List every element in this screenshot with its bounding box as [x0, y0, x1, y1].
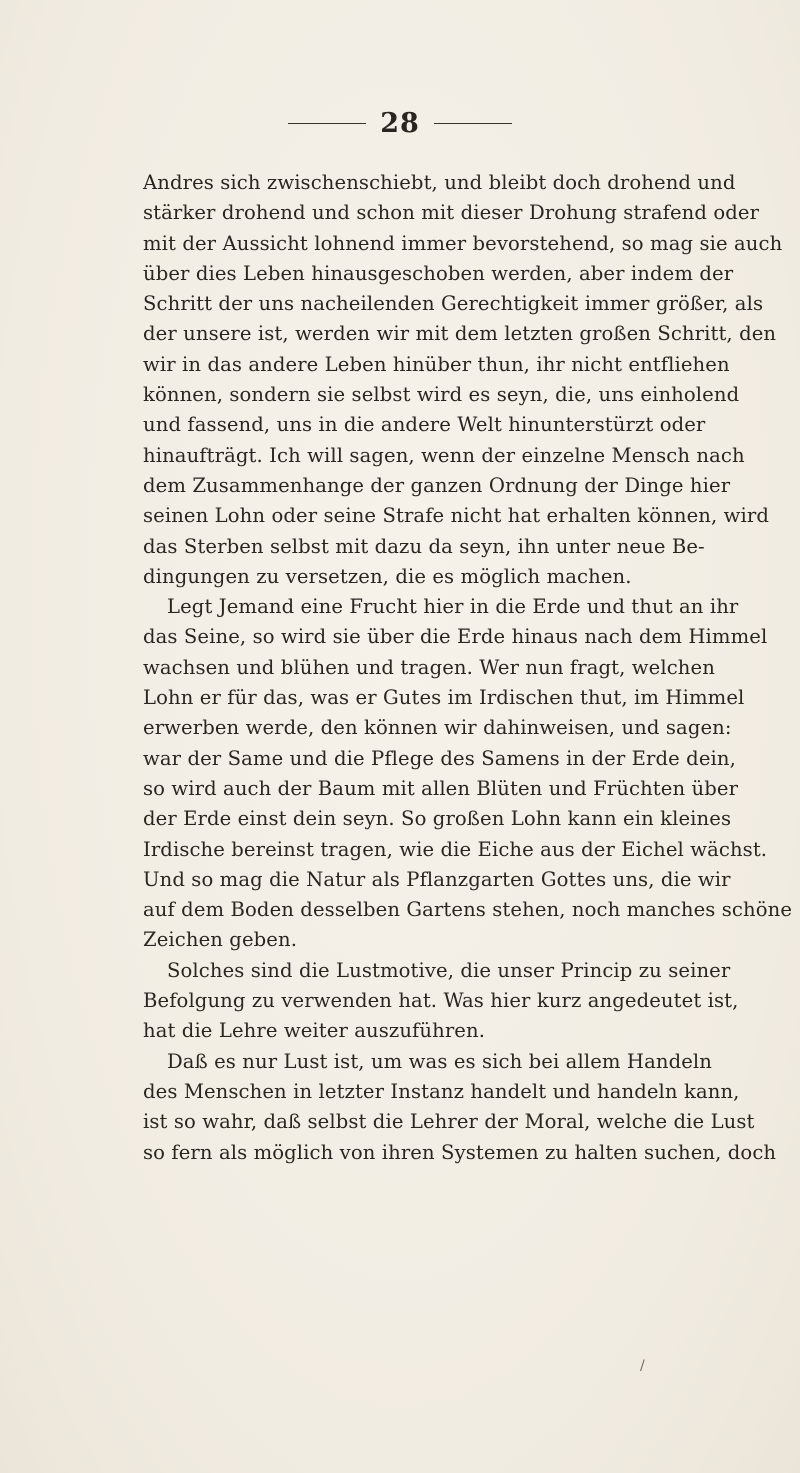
text-line: so wird auch der Baum mit allen Blüten und Früchten über [143, 776, 739, 800]
text-line: Schritt der uns nacheilenden Gerechtigkeit immer größer, als [143, 292, 764, 316]
paper-mark: / [640, 1358, 645, 1374]
text-line: Befolgung zu verwenden hat. Was hier kurz angedeutet ist, [143, 989, 739, 1013]
text-line: des Menschen in letzter Instanz handelt und handeln kann, [143, 1079, 740, 1103]
text-line: stärker drohend und schon mit dieser Drohung strafend oder [143, 201, 760, 225]
body-text [143, 168, 793, 1168]
text-line: wachsen und blühen und tragen. Wer nun fragt, welchen [143, 655, 715, 679]
text-line: erwerben werde, den können wir dahinweisen, und sagen: [143, 716, 732, 740]
text-line: Legt Jemand eine Frucht hier in die Erde und thut an ihr [167, 595, 739, 619]
text-line: können, sondern sie selbst wird es seyn, die, uns einholend [143, 383, 740, 407]
text-line: seinen Lohn oder seine Strafe nicht hat erhalten können, wird [143, 504, 770, 528]
text-line: mit der Aussicht lohnend immer bevorstehend, so mag sie auch [143, 231, 783, 255]
page-header [0, 108, 800, 139]
text-line: Und so mag die Natur als Pflanzgarten Gottes uns, die wir [143, 867, 731, 891]
text-line: der unsere ist, werden wir mit dem letzten großen Schritt, den [143, 322, 777, 346]
text-line: das Sterben selbst mit dazu da seyn, ihn unter neue Be- [143, 534, 705, 558]
text-line: auf dem Boden desselben Gartens stehen, noch manches schöne [143, 898, 793, 922]
text-line: Daß es nur Lust ist, um was es sich bei allem Handeln [167, 1049, 713, 1073]
text-line: der Erde einst dein seyn. So großen Lohn kann ein kleines [143, 807, 732, 831]
page-number: 28 [380, 108, 420, 139]
text-line: Solches sind die Lustmotive, die unser Princip zu seiner [167, 958, 731, 982]
text-line: Lohn er für das, was er Gutes im Irdischen thut, im Himmel [143, 686, 745, 710]
text-line: dem Zusammenhange der ganzen Ordnung der Dinge hier [143, 473, 731, 497]
text-line: war der Same und die Pflege des Samens in der Erde dein, [143, 746, 736, 770]
text-line: wir in das andere Leben hinüber thun, ihr nicht entfliehen [143, 352, 730, 376]
text-line: dingungen zu versetzen, die es möglich machen. [143, 564, 632, 588]
left-rule [288, 123, 366, 124]
text-line: hat die Lehre weiter auszuführen. [143, 1019, 486, 1043]
text-line: Irdische bereinst tragen, wie die Eiche aus der Eichel wächst. [143, 837, 768, 861]
text-line: und fassend, uns in die andere Welt hinunterstürzt oder [143, 413, 706, 437]
text-line: über dies Leben hinausgeschoben werden, aber indem der [143, 261, 734, 285]
text-line: Zeichen geben. [143, 928, 298, 952]
text-line: hinaufträgt. Ich will sagen, wenn der einzelne Mensch nach [143, 443, 745, 467]
text-line: das Seine, so wird sie über die Erde hinaus nach dem Himmel [143, 625, 768, 649]
text-line: ist so wahr, daß selbst die Lehrer der Moral, welche die Lust [143, 1110, 755, 1134]
text-line: so fern als möglich von ihren Systemen zu halten suchen, doch [143, 1140, 777, 1164]
right-rule [434, 123, 512, 124]
text-line: Andres sich zwischenschiebt, und bleibt doch drohend und [143, 171, 736, 194]
